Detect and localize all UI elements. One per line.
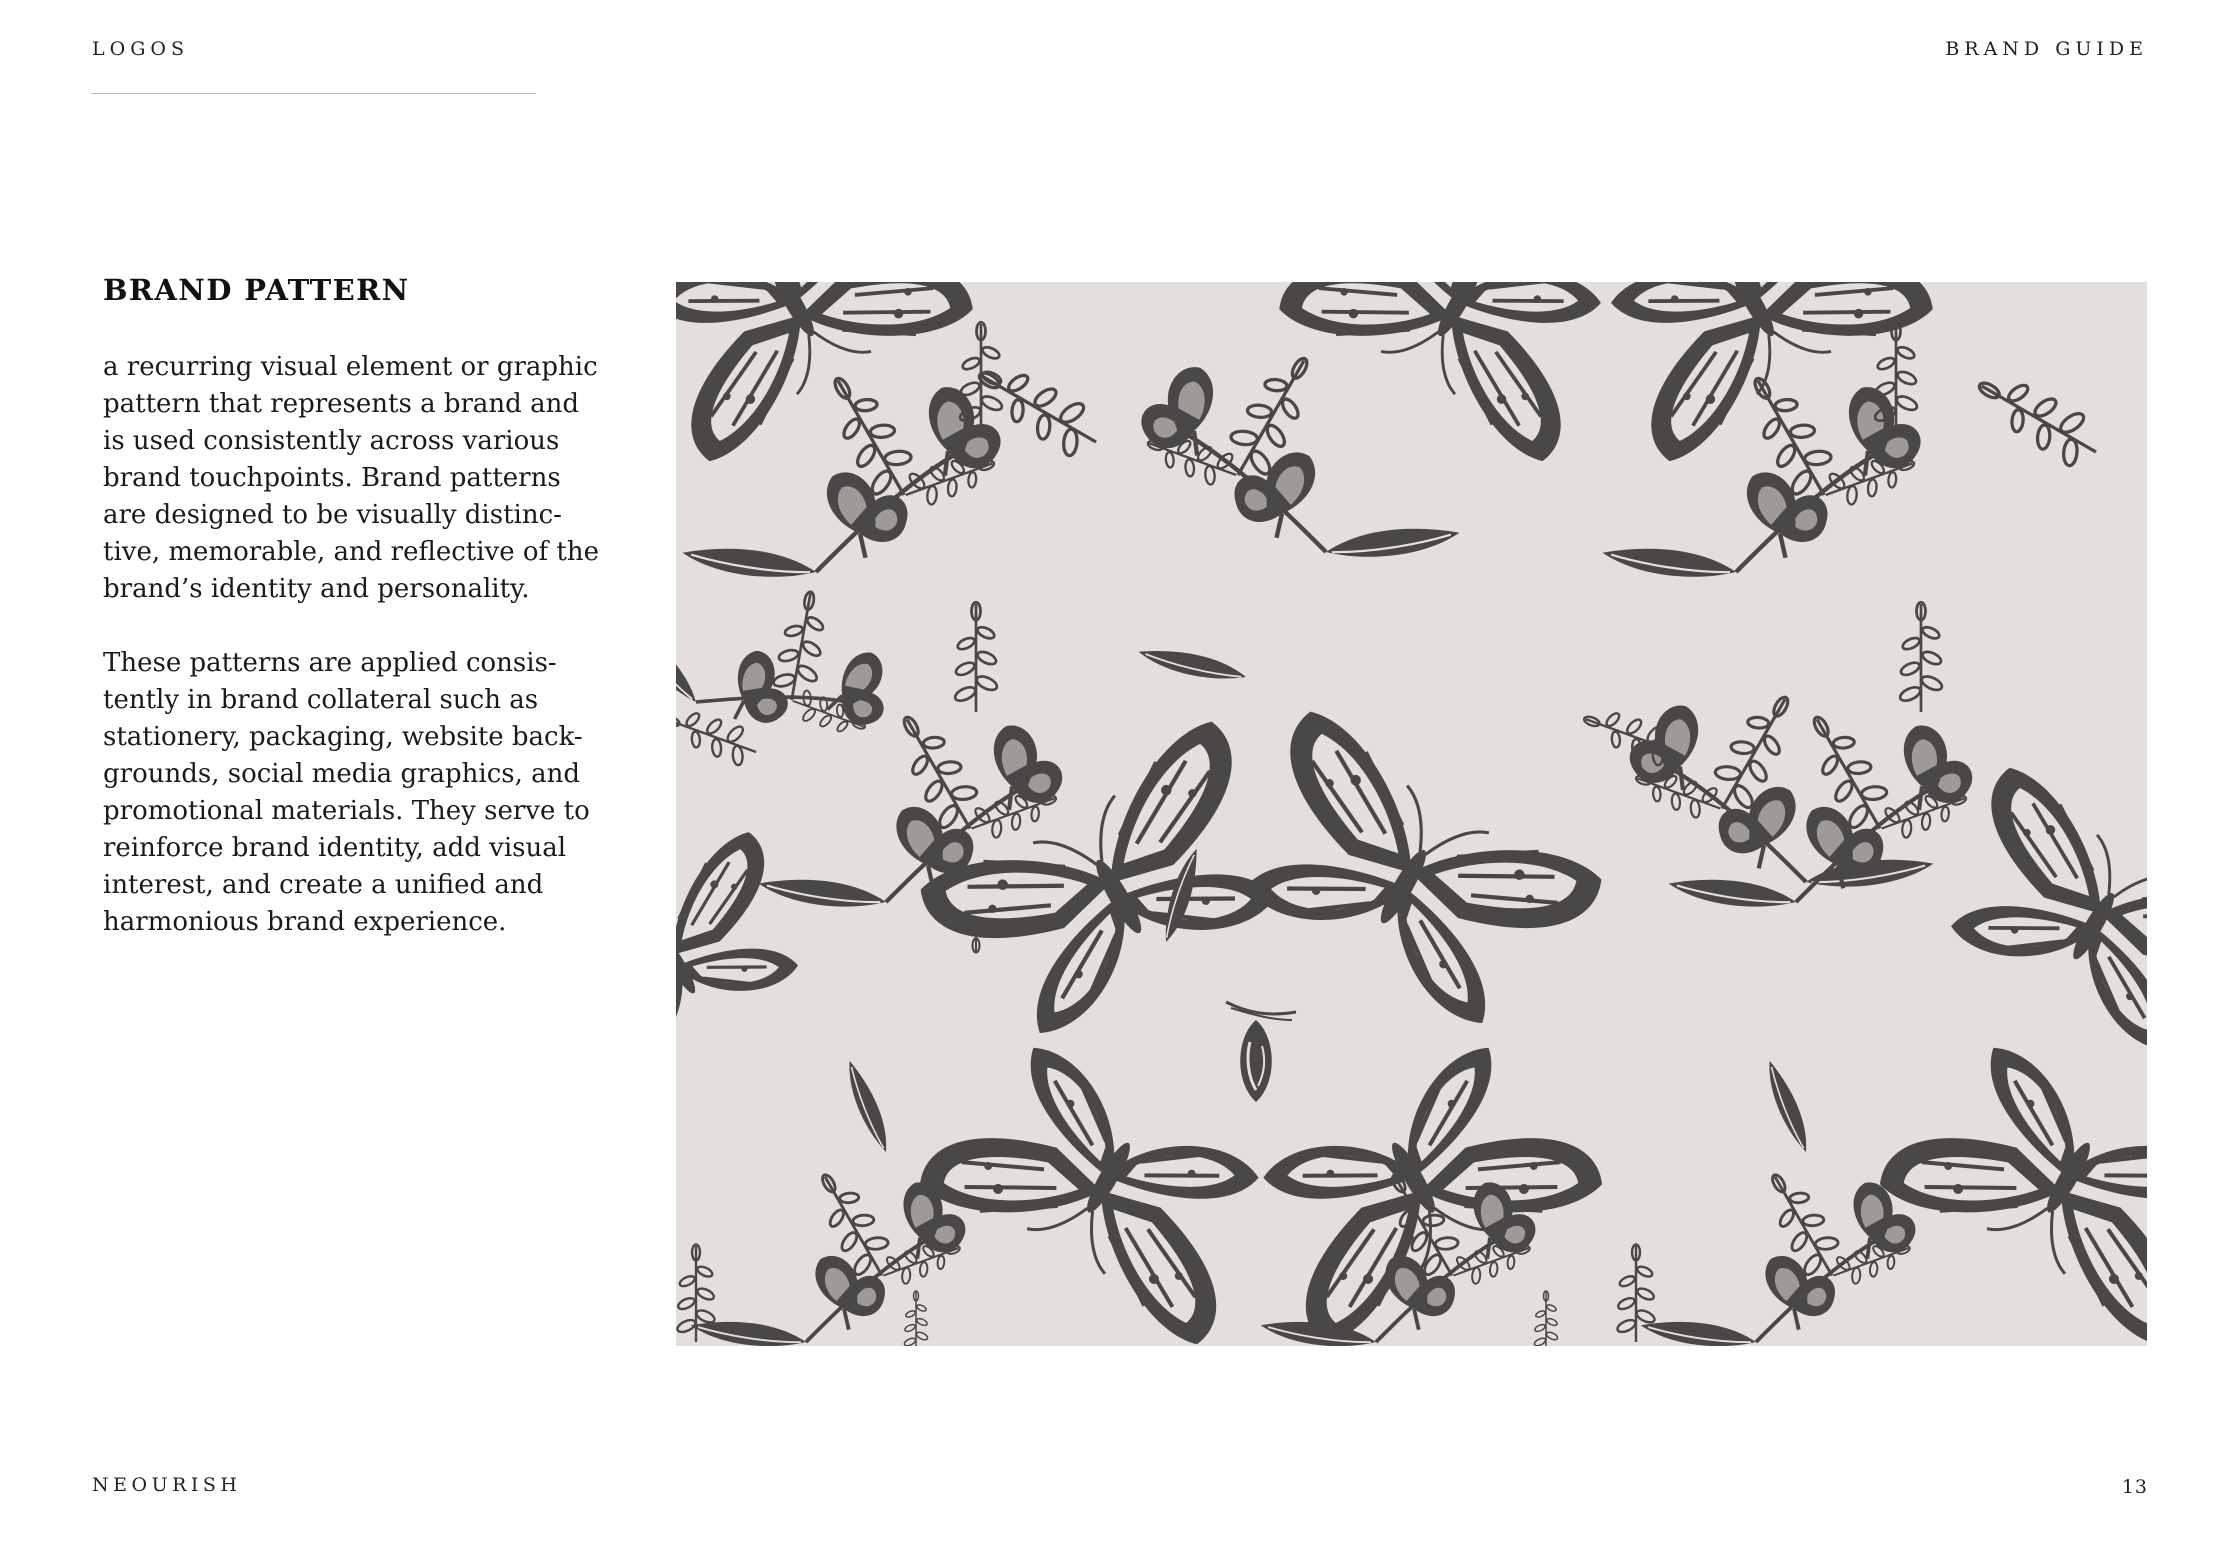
text-line: interest, and create a unified and [103,870,544,900]
text-line: brand touchpoints. Brand patterns [103,463,561,493]
text-line: a recurring visual element or graphic [103,352,598,382]
section-label: LOGOS [92,38,189,60]
text-line: promotional materials. They serve to [103,796,590,826]
description-paragraph-1 [103,349,623,608]
leaf-icon [1767,1057,1808,1156]
fern-leaf-icon [953,602,999,712]
text-line: reinforce brand identity, add visual [103,833,567,863]
chrysalis-icon [1226,1002,1296,1102]
header-divider [92,93,536,94]
sweet-pea-flower-icon [1617,684,1934,910]
text-line: tently in brand collateral such as [103,685,539,715]
text-line: brand’s identity and personality. [103,574,530,604]
text-line: are designed to be visually distinc- [103,500,562,530]
sweet-pea-flower-icon [1667,704,1984,930]
text-line: These patterns are applied consis- [103,648,557,678]
pattern-artwork [676,282,2147,1346]
brand-name: NEOURISH [92,1474,242,1496]
text-line: grounds, social media graphics, and [103,759,581,789]
text-line: harmonious brand experience. [103,907,507,937]
fern-leaf-icon [1533,1291,1558,1346]
text-line: is used consistently across various [103,426,560,456]
butterfly-icon [1275,282,1632,465]
sweet-pea-flower-icon [1601,365,1933,601]
text-line: stationery, packaging, website back- [103,722,583,752]
butterfly-icon [915,1025,1291,1346]
butterfly-icon [1211,707,1606,1047]
page-title: BRAND PATTERN [103,273,410,307]
butterfly-icon [676,282,977,465]
butterfly-icon [1920,764,2147,1071]
butterfly-icon [1875,1025,2147,1346]
fern-leaf-icon [1966,361,2110,477]
fern-leaf-icon [903,1291,928,1346]
butterfly-icon [676,829,824,1088]
sweet-pea-flower-icon [690,1163,977,1346]
description-paragraph-2 [103,645,623,941]
brand-pattern-image [676,282,2147,1346]
leaf-icon [1137,629,1247,700]
text-line: pattern that represents a brand and [103,389,579,419]
page-number: 13 [2121,1476,2148,1498]
text-line: tive, memorable, and reflective of the [103,537,600,567]
leaf-icon [847,1057,888,1156]
sweet-pea-flower-icon [1640,1163,1927,1346]
fern-leaf-icon [1898,602,1944,712]
document-title: BRAND GUIDE [1945,38,2148,60]
sweet-pea-flower-icon [1128,345,1460,581]
